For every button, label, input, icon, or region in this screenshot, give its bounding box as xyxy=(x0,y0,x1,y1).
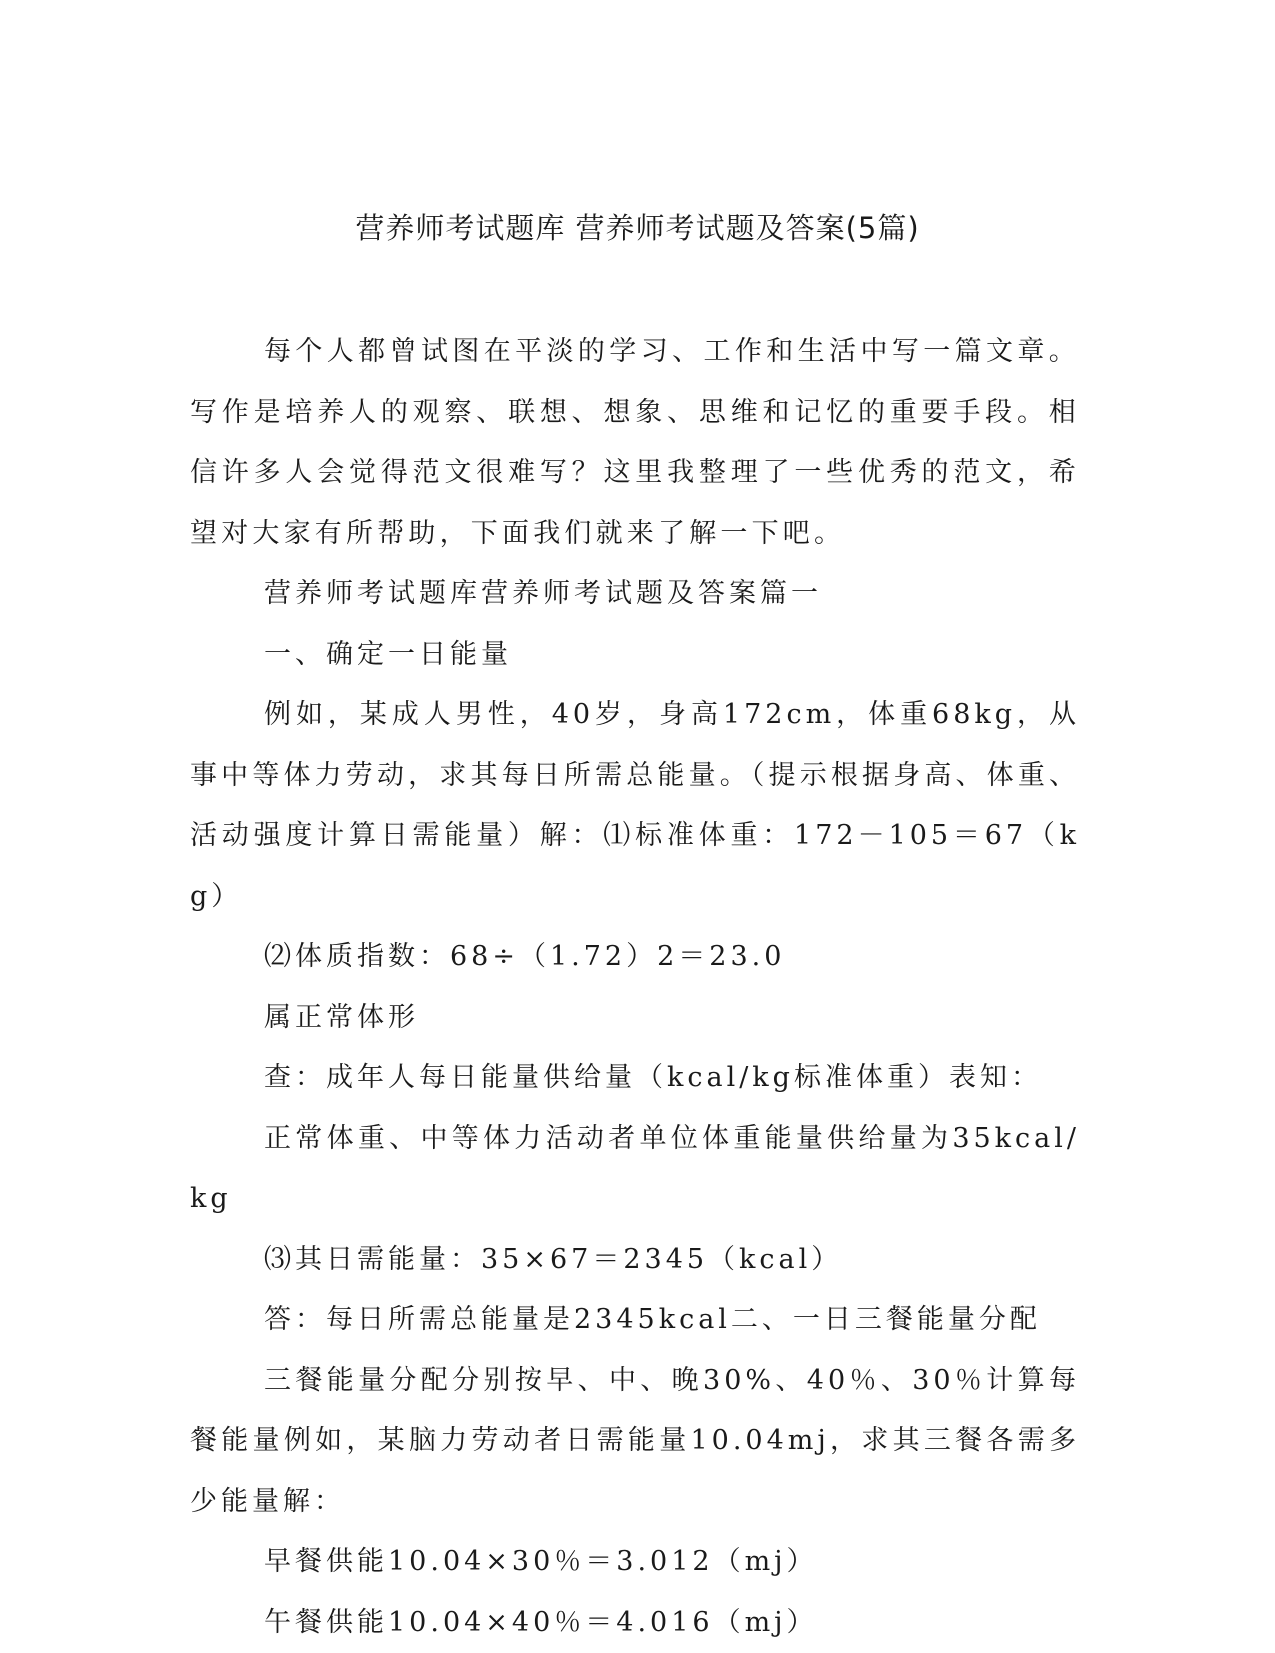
paragraph-example-1: 例如，某成人男性，40岁，身高172cm，体重68kg，从事中等体力劳动，求其每日所需总能量。（提示根据身高、体重、活动强度计算日需能量）解：⑴标准体重：172－105＝67（kg） xyxy=(190,685,1080,927)
document-body xyxy=(190,322,1080,1653)
paragraph-daily-energy: ⑶其日需能量：35×67＝2345（kcal） xyxy=(190,1230,1080,1291)
paragraph-lunch: 午餐供能10.04×40％＝4.016（mj） xyxy=(190,1593,1080,1653)
paragraph-bmi: ⑵体质指数：68÷（1.72）2＝23.0 xyxy=(190,927,1080,988)
paragraph-lookup: 查：成年人每日能量供给量（kcal/kg标准体重）表知： xyxy=(190,1048,1080,1109)
paragraph-supply-rate: 正常体重、中等体力活动者单位体重能量供给量为35kcal/kg xyxy=(190,1109,1080,1230)
paragraph-answer: 答：每日所需总能量是2345kcal二、一日三餐能量分配 xyxy=(190,1290,1080,1351)
paragraph-meal-distribution: 三餐能量分配分别按早、中、晚30%、40％、30％计算每餐能量例如，某脑力劳动者日需能量10.04mj，求其三餐各需多少能量解： xyxy=(190,1351,1080,1533)
document-title: 营养师考试题库 营养师考试题及答案(5篇) xyxy=(0,208,1275,248)
paragraph-normal-shape: 属正常体形 xyxy=(190,988,1080,1049)
paragraph-subheading-energy: 一、确定一日能量 xyxy=(190,625,1080,686)
paragraph-breakfast: 早餐供能10.04×30％＝3.012（mj） xyxy=(190,1532,1080,1593)
paragraph-section-heading: 营养师考试题库营养师考试题及答案篇一 xyxy=(190,564,1080,625)
paragraph-intro: 每个人都曾试图在平淡的学习、工作和生活中写一篇文章。写作是培养人的观察、联想、想象、思维和记忆的重要手段。相信许多人会觉得范文很难写？这里我整理了一些优秀的范文，希望对大家有所帮助，下面我们就来了解一下吧。 xyxy=(190,322,1080,564)
